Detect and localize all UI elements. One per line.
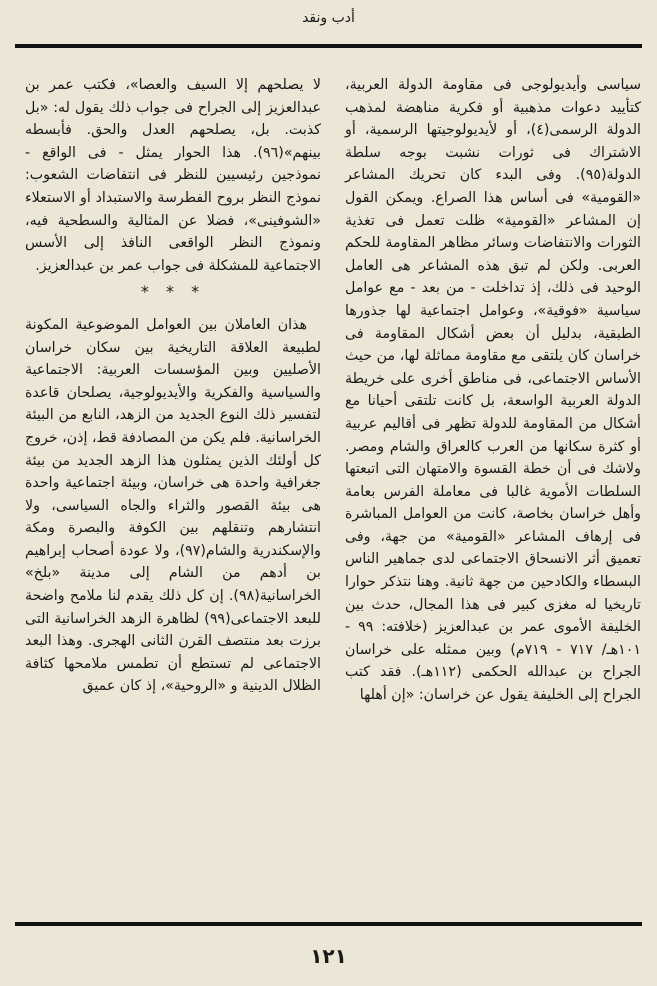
left-column-paragraph-2: هذان العاملان بين العوامل الموضوعية المكونة لطبيعة العلاقة التاريخية بين سكان خراسان الأصليين وبين المؤسسات العربية: الاجتماعية والسياسية والفكرية والأيديولوجية، يصلحان قاعدة لتفسير ذلك النوع الجديد من الزهد، النابع من البيئة الخراسانية. فلم يكن من المصادفة قط، إذن، خروج كل أولئك الذين يمثلون هذا الزهد الجديد من بيئة جغرافية واحدة هى خراسان، وبيئة اجتماعية واحدة هى بيئة القصور والثراء والجاه السياسى، ولا انتشارهم وتنقلهم بين الكوفة والبصرة ومكة والإسكندرية والشام(٩٧)، ولا عودة أصحاب إبراهيم بن أدهم من الشام إلى مدينة «بلخ» الخراسانية(٩٨). إن كل ذلك يقدم لنا ملامح واضحة للبعد الاجتماعى(٩٩) لظاهرة الزهد الخراسانية التى برزت بعد منتصف القرن الثانى الهجرى. وهذا البعد الاجتماعى لم تستطع أن تطمس ملامحها كثافة الظلال الدينية و «الروحية»، إذ كان عميق [25, 316, 321, 695]
top-rule [15, 44, 642, 48]
left-column [25, 74, 321, 702]
running-header: أدب ونقد [302, 10, 355, 26]
section-separator: * * * [140, 282, 206, 302]
left-column-paragraph-1: لا يصلحهم إلا السيف والعصا»، فكتب عمر بن عبدالعزيز إلى الجراح فى جواب ذلك يقول له: «بل كذبت. بل، يصلحهم العدل والحق. فأبسطه بينهم»(٩٦). هذا الحوار يمثل - فى الواقع - نموذجين رئيسيين للنظر فى انتفاضات الشعوب: نموذج النظر بروح الفطرسة والاستبداد أو الاستعلاء «الشوفينى»، فضلا عن المثالية والسطحية فيه، ونموذج النظر الواقعى النافذ إلى الأسس الاجتماعية للمشكلة فى جواب عمر بن عبدالعزيز. [25, 77, 321, 274]
right-column-paragraph: سياسى وأيديولوجى فى مقاومة الدولة العربية، كتأييد دعوات مذهبية أو فكرية مناهضة لمذهب الدولة الرسمى(٤)، أو لأيديولوجيتها الرسمية، أو الاشتراك فى ثورات نشبت بوجه سلطة الدولة(٩٥). وفى البدء كان تحريك المشاعر «القومية» فى أساس هذا الصراع. ويمكن القول إن المشاعر «القومية» ظلت تعمل فى تغذية الثورات والانتفاضات وسائر مظاهر المقاومة للحكم العربى. ولكن لم تبق هذه المشاعر هى العامل الوحيد فى ذلك، إذ تداخلت - من بعد - مع عوامل سياسية «فوقية»، وعوامل اجتماعية لها جذورها الطبقية، بدليل أن بعض أشكال المقاومة فى خراسان كان يلتقى مع مقاومة مماثلة لها، من حيث الأساس الاجتماعى، فى مناطق أخرى على خريطة الدولة العربية الواسعة، بل كانت تلتقى أحيانا مع أشكال من المقاومة للدولة تظهر فى أقاليم عربية أو كثرة سكانها من العرب كالعراق والشام ومصر. ولاشك فى أن خطة القسوة والامتهان التى اتبعتها السلطات الأموية غالبا فى معاملة الفرس بعامة وأهل خراسان بخاصة، كانت من العوامل المباشرة فى إرهاف المشاعر «القومية» من جهة، وفى تعميق أثر الانسحاق الاجتماعى لدى جماهير الناس البسطاء والكادحين من جهة ثانية. وهنا نتذكر حوارا تاريخيا له مغزى كبير فى هذا المجال، حدث بين الخليفة الأموى عمر بن عبدالعزيز (خلافته: ٩٩ - ١٠١هـ/ ٧١٧ - ٧١٩م) وبين ممثله على خراسان الجراح بن عبدالله الحكمى (١١٢هـ). فقد كتب الجراح إلى الخليفة يقول عن خراسان: «إن أهلها [345, 77, 641, 704]
bottom-rule [15, 922, 642, 926]
page-number: ١٢١ [310, 944, 347, 968]
right-column [345, 74, 641, 711]
